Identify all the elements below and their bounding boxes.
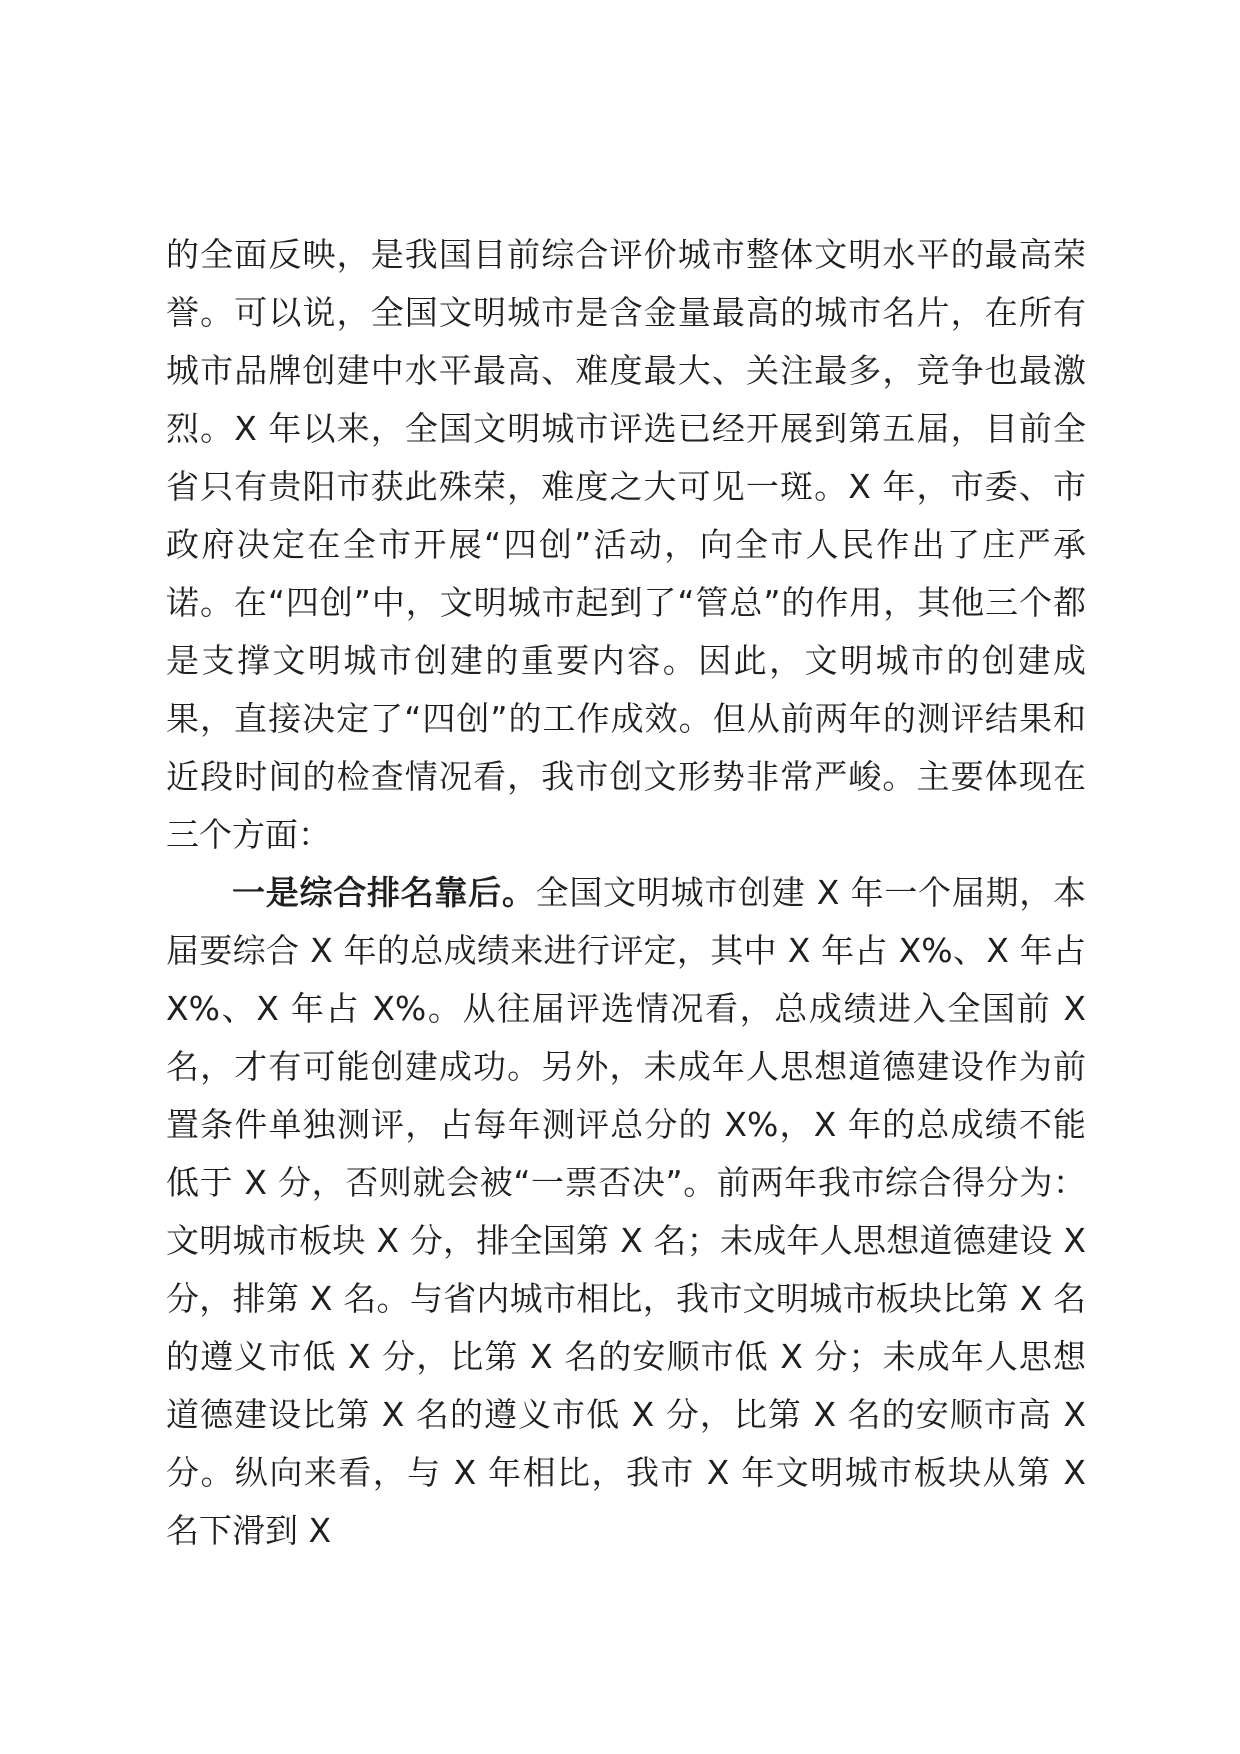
paragraph-lead-heading: 一是综合排名靠后。 <box>232 873 536 912</box>
document-body <box>166 226 1086 1560</box>
paragraph-text: 全国文明城市创建 X 年一个届期，本届要综合 X 年的总成绩来进行评定，其中 X 年占 X%、X 年占 X%、X 年占 X%。从往届评选情况看，总成绩进入全国前 X 名，才有可能创建成功。另外，未成年人思想道德建设作为前置条件单独测评，占每年测评总分的 X%，X 年的总成绩不能低于 X 分，否则就会被“一票否决”。前两年我市综合得分为：文明城市板块 X 分，排全国第 X 名；未成年人思想道德建设 X 分，排第 X 名。与省内城市相比，我市文明城市板块比第 X 名的遵义市低 X 分，比第 X 名的安顺市低 X 分；未成年人思想道德建设比第 X 名的遵义市低 X 分，比第 X 名的安顺市高 X 分。纵向来看，与 X 年相比，我市 X 年文明城市板块从第 X 名下滑到 X <box>166 873 1087 1550</box>
paragraph-ranking <box>166 864 1086 1560</box>
paragraph-continuation <box>166 226 1086 864</box>
paragraph-text: 的全面反映，是我国目前综合评价城市整体文明水平的最高荣誉。可以说，全国文明城市是含金量最高的城市名片，在所有城市品牌创建中水平最高、难度最大、关注最多，竞争也最激烈。X 年以来，全国文明城市评选已经开展到第五届，目前全省只有贵阳市获此殊荣，难度之大可见一斑。X 年，市委、市政府决定在全市开展“四创”活动，向全市人民作出了庄严承诺。在“四创”中，文明城市起到了“管总”的作用，其他三个都是支撑文明城市创建的重要内容。因此，文明城市的创建成果，直接决定了“四创”的工作成效。但从前两年的测评结果和近段时间的检查情况看，我市创文形势非常严峻。主要体现在三个方面： <box>166 235 1086 854</box>
